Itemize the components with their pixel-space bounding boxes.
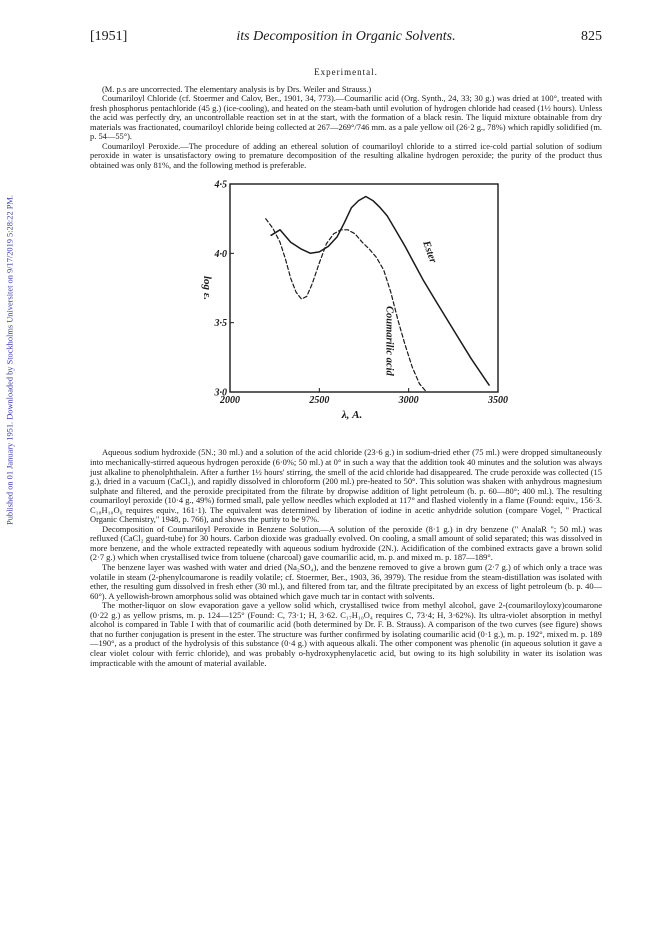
- y-axis-label: log ε.: [201, 276, 213, 301]
- coumarilic-acid-curve: [266, 219, 427, 392]
- absorption-chart: [90, 174, 602, 436]
- section-title: Experimental.: [314, 67, 378, 77]
- x-tick-label: 3500: [488, 395, 508, 407]
- chloride-paragraph: Coumariloyl Chloride (cf. Stoermer and Calov, Ber., 1901, 34, 773).—Coumarilic acid (Org. Synth., 24, 33; 30 g.) was dried at 100°, treated with fresh phosphorus pentachloride (45 g.) (ice-cooling), and heated on the steam-bath until evolution of hydrogen chloride had ceased (1½ hours). Unless the acid was perfectly dry, an uncontrollable reaction set in at the start, with the formation of a black resin. The liquid mixture obtainable from dry materials was fractionated, coumariloyl chloride being collected at 267—269°/746 mm. as a pale yellow oil (26·2 g., 78%) which rapidly solidified (m. p. 54—55°).: [90, 93, 602, 142]
- decomposition-paragraph: Decomposition of Coumariloyl Peroxide in Benzene Solution.—A solution of the peroxide (8·1 g.) in dry benzene (" AnalaR "; 50 ml.) was refluxed (CaCl₂ guard-tube) for 30 hours. Carbon dioxide was gradually evolved. On cooling, a small amount of solid separated; this was dissolved in more benzene, and the whole extracted repeatedly with aqueous sodium hydroxide (2N.). Acidification of the combined extracts gave a brown solid (2·7 g.) which when crystallised twice from toluene (charcoal) gave coumarilic acid, m. p. and mixed m. p. 187—189°.: [90, 523, 602, 563]
- x-tick-label: 3000: [398, 395, 419, 407]
- y-tick-label: 4·5: [214, 179, 227, 191]
- plot-frame: [230, 184, 498, 392]
- coumarilic-acid-curve-label: Coumarilic acid: [383, 306, 395, 377]
- x-tick-label: 2000: [220, 395, 240, 407]
- benzene-layer-paragraph: The benzene layer was washed with water and dried (Na₂SO₄), and the benzene removed to give a brown gum (2·7 g.) of which only a trace was volatile in steam (2-phenylcoumarone is readily volatile; cf. Stoermer, Ber., 1903, 36, 3979). The residue from the steam-distillation was isolated with ether, the resulting gum dissolved in fresh ether (30 ml.), and filtered from tar, and the filtrate precipitated by an excess of light petroleum (b. p. 40—60°). A yellowish-brown amorphous solid was obtained which gave much tar in contact with solvents.: [90, 562, 602, 601]
- peroxide-paragraph: Coumariloyl Peroxide.—The procedure of adding an ethereal solution of coumariloyl chloride to a stirred ice-cold partial solution of sodium peroxide in water is unsatisfactory owing to premature decomposition of the resulting alkaline hydrogen peroxide; the purity of the product thus obtained was only 81%, and the following method is preferable.: [90, 140, 602, 170]
- ester-curve: [271, 197, 489, 386]
- ester-curve-label: Ester: [420, 239, 439, 266]
- preparation-paragraph: Aqueous sodium hydroxide (5N.; 30 ml.) and a solution of the acid chloride (23·6 g.) in sodium-dried ether (75 ml.) were dropped simultaneously into mechanically-stirred aqueous hydrogen peroxide (6·0%; 50 ml.) at 0° in such a way that the addition took 40 minutes and the solution was always just alkaline to phenolphthalein. After a further 1½ hours' stirring, the smell of the acid chloride had disappeared. The crude peroxide was collected (15 g.), dried in a vacuum (CaCl₂), and rapidly dissolved in chloroform (200 ml.) pre-heated to 50°. This solution was shaken with anhydrous magnesium sulphate and filtered, and the peroxide precipitated from the filtrate by dropwise addition of light petroleum (b. p. 60—80°; 400 ml.). The resulting coumariloyl peroxide (10·4 g., 49%) formed small, pale yellow needles which exploded at 117° and flashed violently in a flame (Found: equiv., 156·3. C₁₈H₁₀O₆ requires equiv., 161·1). The equivalent was determined by liberation of iodine in acetic anhydride solution (compare Vogel, " Practical Organic Chemistry," 1948, p. 766), and shows the purity to be 97%.: [90, 447, 602, 525]
- y-tick-label: 3·5: [214, 318, 227, 330]
- y-tick-label: 4·0: [214, 249, 227, 261]
- header-year: [1951]: [90, 29, 128, 44]
- running-header: [90, 29, 602, 45]
- article-body: [90, 64, 602, 668]
- x-axis-label: λ, A.: [341, 409, 363, 422]
- download-notice: Published on 01 January 1951. Downloaded by Stockholms Universitet on 9/17/2019 5:28:22 PM.: [5, 195, 15, 525]
- header-title: its Decomposition in Organic Solvents.: [236, 29, 456, 44]
- uv-absorption-figure: [90, 174, 602, 436]
- page-number: 825: [581, 29, 602, 44]
- y-tick-label: 3·0: [214, 387, 227, 399]
- x-tick-label: 2500: [309, 395, 330, 407]
- mother-liquor-paragraph: The mother-liquor on slow evaporation gave a yellow solid which, crystallised twice from methyl alcohol, gave 2-(coumariloyloxy)coumarone (0·22 g.) as yellow prisms, m. p. 124—125° (Found: C, 73·1; H, 3·62. C₁₇H₁₀O₄ requires C, 73·4; H, 3·62%). Its ultra-violet absorption in methyl alcohol is compared in Table I with that of coumarilic acid (both determined by Dr. F. B. Strauss). A comparison of the two curves (see figure) shows that no further conjugation is present in the ester. The structure was further confirmed by isolating coumarilic acid (0·1 g.), m. p. 192°, mixed m. p. 189—190°, as a product of the hydrolysis of this substance (0·4 g.) with aqueous alkali. The other component was phenolic (in aqueous solution it gave a clear violet colour with ferric chloride), and was probably o-hydroxyphenylacetic acid, but owing to its high solubility in water its isolation was impracticable with the amount of material available.: [90, 600, 602, 668]
- download-watermark: [2, 150, 18, 570]
- note-paragraph: (M. p.s are uncorrected. The elementary analysis is by Drs. Weiler and Strauss.): [102, 83, 372, 94]
